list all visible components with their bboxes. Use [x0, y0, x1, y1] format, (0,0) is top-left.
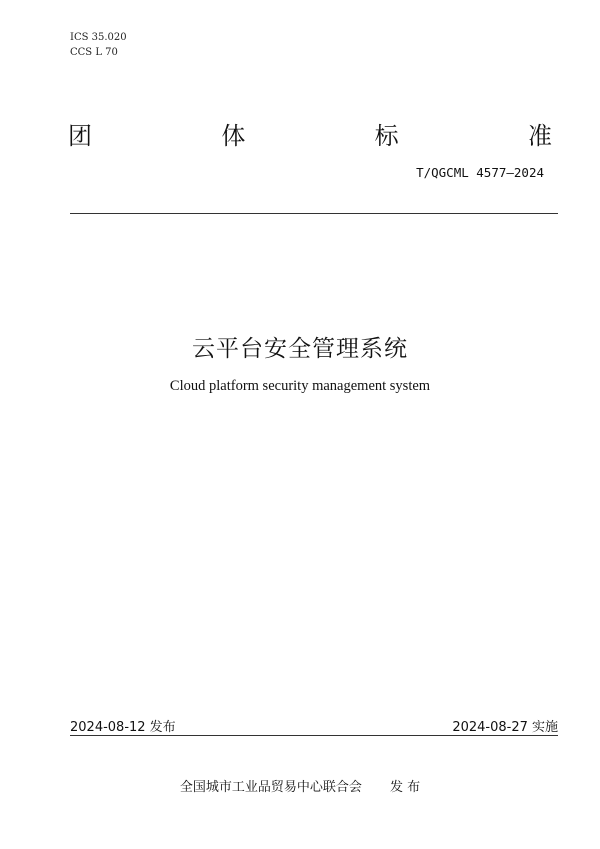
document-title-english: Cloud platform security management system — [169, 378, 431, 394]
standard-number: T/QGCML 4577—2024 — [416, 165, 544, 180]
ccs-code: CCS L 70 — [70, 47, 118, 58]
publisher-line — [0, 776, 600, 795]
standard-type-char-2: 体 — [221, 122, 246, 150]
document-title-chinese: 云平台安全管理系统 — [192, 336, 408, 362]
publisher-name: 全国城市工业品贸易中心联合会 — [179, 780, 362, 795]
ics-code: ICS 35.020 — [70, 32, 127, 43]
implementation-date: 2024-08-27 实施 — [452, 720, 558, 735]
publisher-action: 发 布 — [389, 780, 421, 795]
top-divider — [70, 213, 558, 214]
standard-type-heading — [68, 116, 552, 151]
bottom-divider — [70, 735, 558, 736]
classification-codes — [70, 30, 127, 60]
issue-date: 2024-08-12 发布 — [70, 720, 176, 735]
standard-type-char-3: 标 — [374, 122, 399, 150]
standard-type-char-1: 团 — [68, 122, 92, 150]
standard-type-char-4: 准 — [527, 122, 552, 150]
